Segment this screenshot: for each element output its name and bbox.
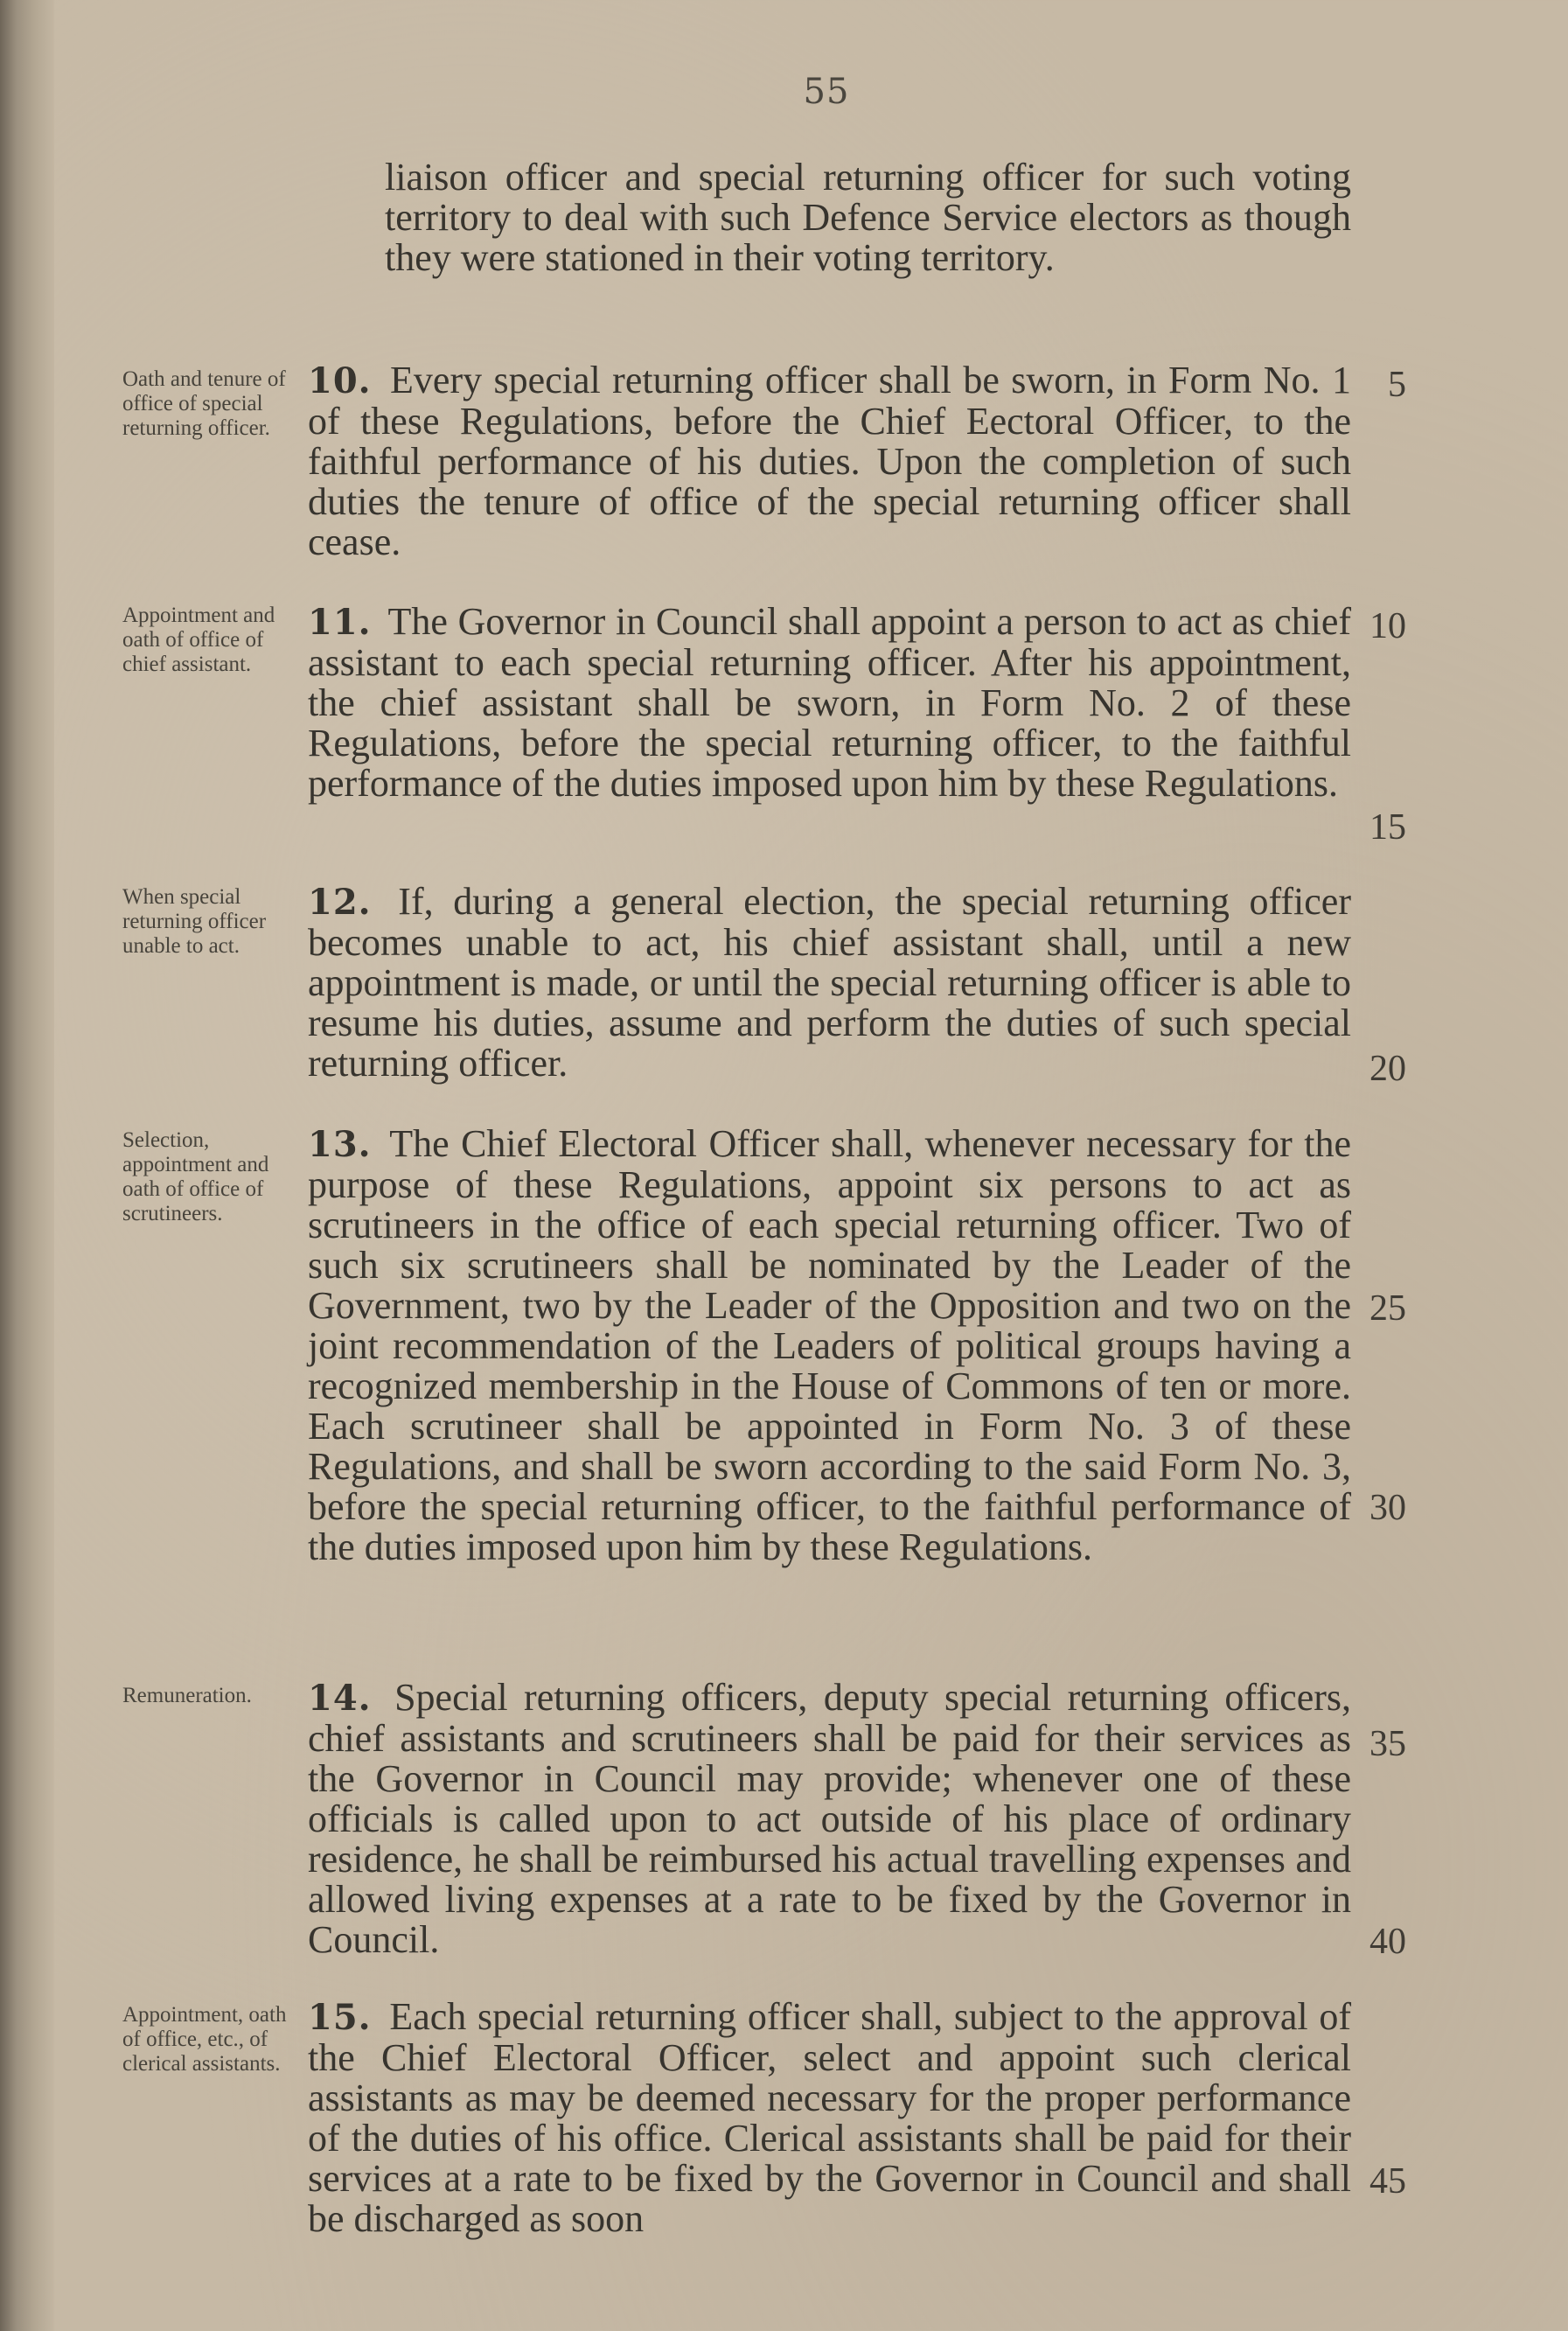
book-binding-shadow xyxy=(0,0,54,2331)
line-number: 25 xyxy=(1369,1288,1406,1329)
section-text: Every special returning officer shall be sworn, in Form No. 1 of these Regulations, before the Chief Eectoral Officer, to the faithful performance of his duties. Upon the completion of such duties the tenure of office of the special returning officer shall cease. xyxy=(308,359,1351,563)
section-text: Each special returning officer shall, subject to the approval of the Chief Electoral Officer, select and appoint such clerical assistants as may be deemed necessary for the proper performance of the duties of his office. Clerical assistants shall be paid for their services at a rate to be fixed by the Governor in Council and shall be discharged as soon xyxy=(308,1995,1352,2240)
line-number: 35 xyxy=(1369,1724,1406,1764)
section-text: Special returning officers, deputy special returning officers, chief assistants and scrutineers shall be paid for their services as the Governor in Council may provide; whenever one of these officials is called upon to act outside of his place of ordinary residence, he shall be reimbursed his actual travelling expenses and allowed living expenses at a rate to be fixed by the Governor in Council. xyxy=(308,1676,1351,1961)
section-number: 14. xyxy=(308,1678,372,1719)
line-number: 5 xyxy=(1388,365,1406,405)
margin-note-10: Oath and tenure of office of special returning officer. xyxy=(122,367,286,440)
section-10 xyxy=(308,360,1351,562)
section-15 xyxy=(308,1997,1351,2239)
margin-note-13: Selection, appointment and oath of office of scrutineers. xyxy=(122,1128,269,1225)
section-13 xyxy=(308,1124,1351,1567)
section-11 xyxy=(308,602,1351,804)
line-number: 15 xyxy=(1369,807,1406,848)
section-number: 15. xyxy=(308,1997,372,2038)
line-number: 40 xyxy=(1369,1922,1406,1962)
section-number: 13. xyxy=(308,1124,372,1165)
line-number: 10 xyxy=(1369,606,1406,646)
section-number: 12. xyxy=(308,882,372,923)
line-number: 45 xyxy=(1369,2161,1406,2202)
margin-note-12: When special returning officer unable to act. xyxy=(122,885,267,958)
page-number: 55 xyxy=(803,72,850,112)
section-text: The Chief Electoral Officer shall, whenever necessary for the purpose of these Regulations, appoint six persons to act as scrutineers in the office of each special returning officer. Two of such six scrutineers shall be nominated by the Leader of the Government, two by the Leader of the Opposition and two on the joint recommendation of the Leaders of political groups having a recognized membership in the House of Commons of ten or more. Each scrutineer shall be appointed in Form No. 3 of these Regulations, and shall be sworn according to the said Form No. 3, before the special returning officer, to the faithful performance of the duties imposed upon him by these Regulations. xyxy=(308,1122,1351,1568)
section-number: 10. xyxy=(308,360,372,401)
section-14 xyxy=(308,1678,1351,1960)
section-text: The Governor in Council shall appoint a person to act as chief assistant to each special returning officer. After his appointment, the chief assistant shall be sworn, in Form No. 2 of these Regulations, before the special returning officer, to the faithful performance of the duties imposed upon him by these Regulations. xyxy=(308,600,1351,805)
margin-note-15: Appointment, oath of office, etc., of clerical assistants. xyxy=(122,2003,287,2076)
line-number: 20 xyxy=(1369,1049,1406,1089)
section-12 xyxy=(308,882,1351,1084)
margin-note-11: Appointment and oath of office of chief assistant. xyxy=(122,604,275,676)
continuation-paragraph: liaison officer and special returning officer for such voting territory to deal with such Defence Service electors as though they were stationed in their voting territory. xyxy=(385,156,1351,279)
margin-note-14: Remuneration. xyxy=(122,1684,252,1707)
line-number: 30 xyxy=(1369,1488,1406,1528)
section-number: 11. xyxy=(308,602,372,643)
section-text: If, during a general election, the special returning officer becomes unable to act, his chief assistant shall, until a new appointment is made, or until the special returning officer is able to resume his duties, assume and perform the duties of such special returning officer. xyxy=(308,880,1351,1085)
